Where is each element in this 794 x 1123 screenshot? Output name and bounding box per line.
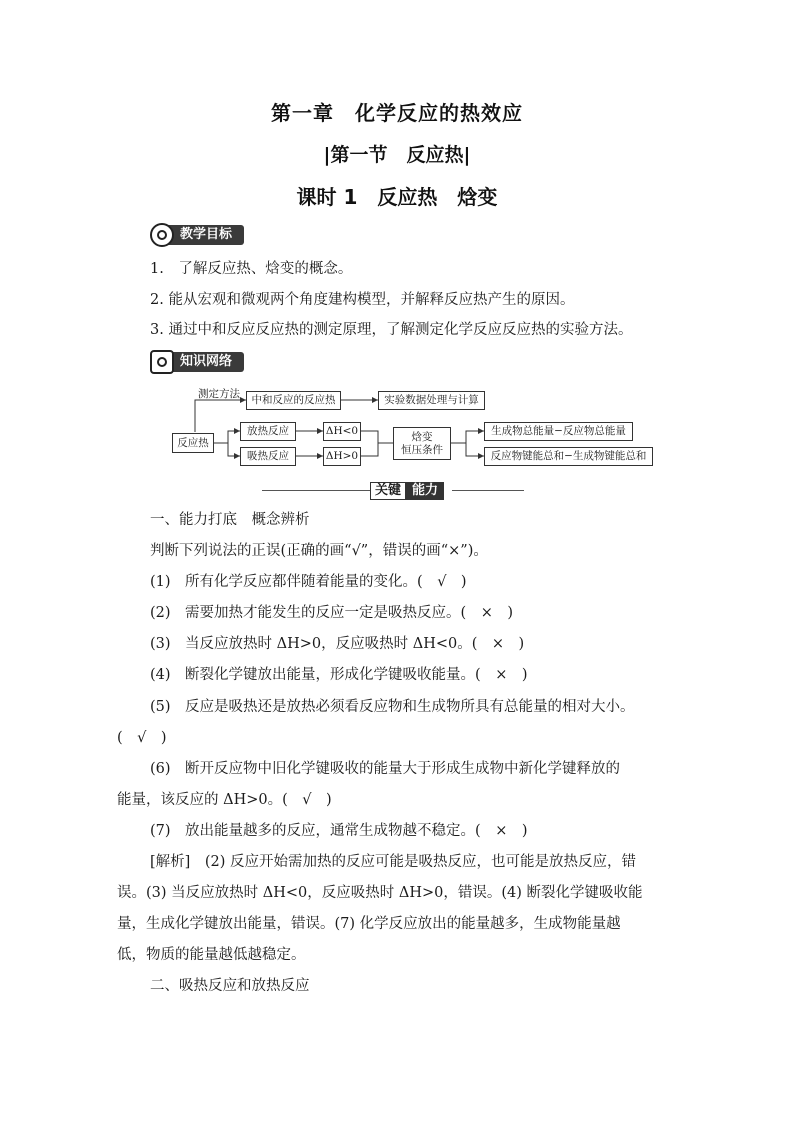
- lesson-title: 课时 1 反应热 焓变: [296, 185, 498, 209]
- analysis-line-4: 低，物质的能量越低越稳定。: [117, 947, 306, 963]
- objective-item: 1. 了解反应热、焓变的概念。: [150, 261, 353, 277]
- exothermic-box: 放热反应: [240, 422, 296, 441]
- judgement-item-7: (7) 放出能量越多的反应，通常生成物越不稳定。( × ): [150, 823, 528, 839]
- network-badge-label: 知识网络: [164, 352, 244, 372]
- band-rule-right: [452, 490, 524, 491]
- key-ability-right: 能力: [406, 482, 444, 500]
- chapter-title: 第一章 化学反应的热效应: [271, 101, 523, 125]
- endothermic-box: 吸热反应: [240, 447, 296, 466]
- judgement-item-5-line1: (5) 反应是吸热还是放热必须看反应物和生成物所具有总能量的相对大小。: [150, 699, 635, 715]
- constant-pressure-label: 恒压条件: [401, 443, 443, 456]
- delta-h-positive-box: ΔH>0: [323, 447, 361, 466]
- target-icon: [150, 223, 174, 247]
- root-reaction-heat-box: 反应热: [172, 433, 214, 453]
- data-processing-box: 实验数据处理与计算: [378, 391, 485, 410]
- bond-energy-box: 反应物键能总和−生成物键能总和: [484, 447, 653, 466]
- analysis-line-3: 量，生成化学键放出能量，错误。(7) 化学反应放出的能量越多，生成物能量越: [117, 916, 621, 932]
- band-rule-left: [262, 490, 370, 491]
- enthalpy-label: 焓变: [411, 431, 433, 444]
- section1-instruction: 判断下列说法的正误(正确的画“√”，错误的画“×”)。: [150, 543, 488, 559]
- magnifier-book-icon: [150, 350, 174, 374]
- analysis-line-1: [解析] (2) 反应开始需加热的反应可能是吸热反应，也可能是放热反应，错: [150, 854, 636, 870]
- objectives-badge-label: 教学目标: [164, 225, 244, 245]
- judgement-item-6-line2: 能量，该反应的 ΔH>0。( √ ): [117, 792, 332, 808]
- judgement-item-3: (3) 当反应放热时 ΔH>0，反应吸热时 ΔH<0。( × ): [150, 636, 525, 652]
- judgement-item-4: (4) 断裂化学键放出能量，形成化学键吸收能量。( × ): [150, 667, 528, 683]
- key-ability-left: 关键: [370, 482, 406, 500]
- judgement-item-5-line2: ( √ ): [117, 730, 167, 746]
- section-title: |第一节 反应热|: [323, 144, 471, 166]
- neutralization-heat-box: 中和反应的反应热: [246, 391, 341, 410]
- key-ability-band: [370, 482, 444, 500]
- analysis-line-2: 误。(3) 当反应放热时 ΔH<0，反应吸热时 ΔH>0，错误。(4) 断裂化学键吸收能: [117, 885, 643, 901]
- objective-item: 3. 通过中和反应反应热的测定原理，了解测定化学反应反应热的实验方法。: [150, 322, 633, 338]
- enthalpy-box: [393, 427, 451, 460]
- section2-heading: 二、吸热反应和放热反应: [150, 978, 310, 994]
- judgement-item-1: (1) 所有化学反应都伴随着能量的变化。( √ ): [150, 574, 467, 590]
- judgement-item-2: (2) 需要加热才能发生的反应一定是吸热反应。( × ): [150, 605, 514, 621]
- measure-method-label: 测定方法: [198, 388, 240, 400]
- section1-heading: 一、能力打底 概念辨析: [150, 512, 310, 528]
- product-energy-box: 生成物总能量−反应物总能量: [484, 422, 633, 441]
- objective-item: 2. 能从宏观和微观两个角度建构模型，并解释反应热产生的原因。: [150, 292, 575, 308]
- delta-h-negative-box: ΔH<0: [323, 422, 361, 441]
- judgement-item-6-line1: (6) 断开反应物中旧化学键吸收的能量大于形成生成物中新化学键释放的: [150, 761, 621, 777]
